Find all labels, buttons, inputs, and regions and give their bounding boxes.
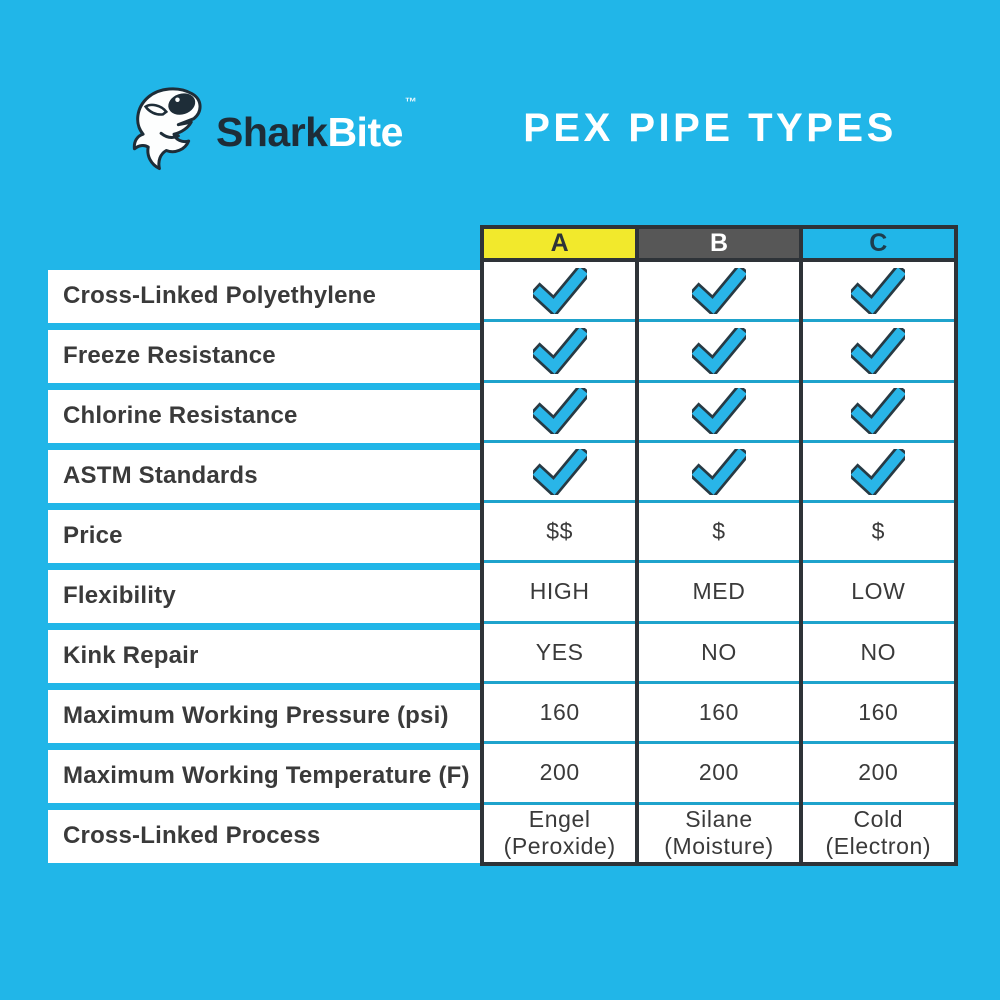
table-cell [639,380,798,440]
table-cell [639,262,798,319]
column-b [639,225,798,866]
table-cell: $ [803,500,954,560]
page-title: PEX PIPE TYPES [523,106,897,150]
row-label: ASTM Standards [48,450,480,503]
column-header-b: B [639,229,798,262]
row-label: Freeze Resistance [48,330,480,383]
table-cell: 200 [484,741,635,801]
comparison-table [48,225,958,866]
checkmark-icon [851,268,905,314]
brand-text-shark: Shark [216,108,328,155]
brand-text-bite: Bite [327,108,403,155]
table-cell [639,319,798,379]
brand-wordmark [216,94,417,156]
table-cell: 200 [803,741,954,801]
row-label: Maximum Working Pressure (psi) [48,690,480,743]
table-cell [803,380,954,440]
table-cell: MED [639,560,798,620]
feature-label-column [48,266,480,866]
row-label: Cross-Linked Polyethylene [48,270,480,323]
table-cell [803,319,954,379]
row-label: Flexibility [48,570,480,623]
checkmark-icon [692,328,746,374]
table-cell [484,380,635,440]
table-cell: 160 [484,681,635,741]
table-cell: NO [639,621,798,681]
table-cell: $$ [484,500,635,560]
checkmark-icon [533,268,587,314]
shark-icon [122,86,214,172]
table-cell [639,440,798,500]
value-columns [480,225,958,866]
checkmark-icon [692,268,746,314]
trademark-symbol: ™ [404,94,417,109]
checkmark-icon [851,449,905,495]
checkmark-icon [692,449,746,495]
table-cell: NO [803,621,954,681]
table-cell: Cold (Electron) [803,802,954,862]
row-label: Chlorine Resistance [48,390,480,443]
row-label: Kink Repair [48,630,480,683]
table-cell: Engel (Peroxide) [484,802,635,862]
checkmark-icon [692,388,746,434]
checkmark-icon [533,388,587,434]
row-label: Maximum Working Temperature (F) [48,750,480,803]
table-cell: 200 [639,741,798,801]
table-cell: YES [484,621,635,681]
table-cell: HIGH [484,560,635,620]
table-cell: Silane (Moisture) [639,802,798,862]
table-cell [803,440,954,500]
row-label: Cross-Linked Process [48,810,480,863]
column-a [480,225,639,866]
column-c [799,225,958,866]
table-cell [484,440,635,500]
table-cell: LOW [803,560,954,620]
table-cell: $ [639,500,798,560]
table-cell: 160 [803,681,954,741]
checkmark-icon [851,328,905,374]
table-cell [803,262,954,319]
table-cell: 160 [639,681,798,741]
column-header-a: A [484,229,635,262]
checkmark-icon [533,449,587,495]
column-header-c: C [803,229,954,262]
row-label: Price [48,510,480,563]
table-cell [484,262,635,319]
checkmark-icon [533,328,587,374]
table-cell [484,319,635,379]
sharkbite-logo [122,86,416,172]
checkmark-icon [851,388,905,434]
